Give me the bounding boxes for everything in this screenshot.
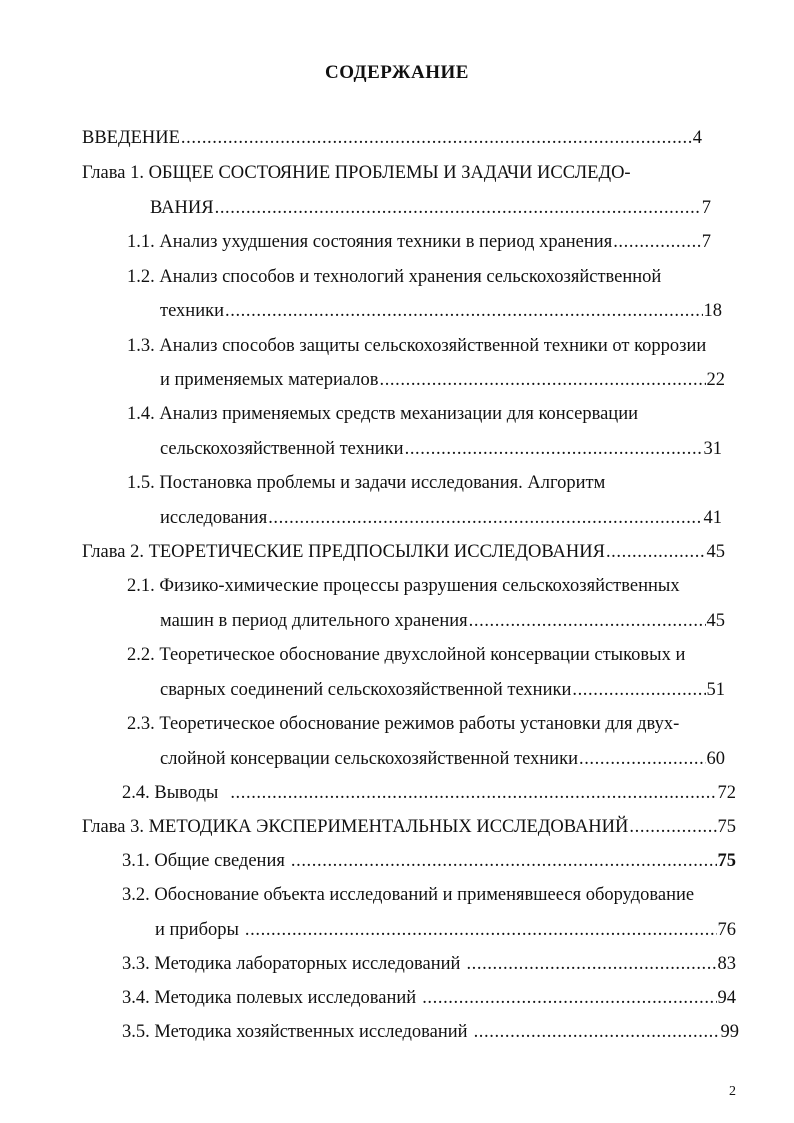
toc-section-3-4[interactable] [122,988,736,1014]
toc-entry-page: 60 [706,749,725,769]
toc-section-3-3[interactable] [122,954,736,980]
toc-entry-page: 76 [717,920,736,940]
toc-entry-label: Глава 3. МЕТОДИКА ЭКСПЕРИМЕНТАЛЬНЫХ ИССЛЕДОВАНИЙ [82,817,629,837]
toc-chapter-1-title[interactable]: Глава 1. ОБЩЕЕ СОСТОЯНИЕ ПРОБЛЕМЫ И ЗАДАЧИ ИССЛЕДО- [82,163,631,183]
toc-entry-page: 7 [701,198,711,218]
toc-section-3-1[interactable] [122,851,736,877]
toc-entry-page: 94 [717,988,736,1008]
toc-entry-label: сварных соединений сельскохозяйственной техники [160,680,572,700]
toc-chapter-2[interactable] [82,542,725,568]
toc-entry-intro[interactable] [82,128,702,154]
dot-leader [268,508,702,529]
toc-section-1-2-title[interactable]: 1.2. Анализ способов и технологий хранения сельскохозяйственной [127,267,662,287]
toc-entry-label: Глава 2. ТЕОРЕТИЧЕСКИЕ ПРЕДПОСЫЛКИ ИССЛЕДОВАНИЯ [82,542,605,562]
toc-entry-label: техники [160,301,224,321]
toc-section-3-2-title[interactable]: 3.2. Обоснование объекта исследований и применявшееся оборудование [122,885,695,905]
toc-entry-page: 72 [717,783,736,803]
toc-section-1-5-title[interactable]: 1.5. Постановка проблемы и задачи исследования. Алгоритм [127,473,606,493]
dot-leader [230,783,716,804]
toc-entry-page: 45 [706,611,725,631]
toc-section-3-5[interactable] [122,1022,739,1048]
toc-section-2-4[interactable] [122,783,736,809]
toc-entry-page: 99 [720,1022,739,1042]
toc-section-2-2-title[interactable]: 2.2. Теоретическое обоснование двухслойной консервации стыковых и [127,645,686,665]
dot-leader [469,611,706,632]
toc-section-2-2[interactable] [160,680,725,706]
toc-section-1-4[interactable] [160,439,722,465]
toc-entry-label: исследования [160,508,268,528]
toc-section-1-5[interactable] [160,508,722,534]
toc-section-1-3[interactable] [160,370,725,396]
toc-entry-label: 1.1. Анализ ухудшения состояния техники в период хранения [127,232,613,252]
toc-section-2-1-title[interactable]: 2.1. Физико-химические процессы разрушения сельскохозяйственных [127,576,680,596]
page-number: 2 [729,1084,736,1099]
toc-entry-page: 45 [706,542,725,562]
toc-entry-page: 22 [706,370,725,390]
dot-leader [474,1022,720,1043]
dot-leader [629,817,716,838]
toc-entry-label: 3.4. Методика полевых исследований [122,988,417,1008]
dot-leader [579,749,706,770]
toc-entry-page: 41 [703,508,722,528]
toc-entry-label: сельскохозяйственной техники [160,439,404,459]
dot-leader [405,439,703,460]
toc-chapter-1-continuation[interactable] [150,198,711,224]
dot-leader [466,954,716,975]
toc-entry-page: 7 [701,232,711,252]
toc-entry-label: 2.4. Выводы [122,783,219,803]
toc-entry-label: ВАНИЯ [150,198,214,218]
dot-leader [215,198,701,219]
toc-entry-label: и применяемых материалов [160,370,379,390]
toc-entry-page: 83 [717,954,736,974]
toc-entry-page: 51 [706,680,725,700]
toc-section-1-2[interactable] [160,301,722,327]
toc-entry-label: 3.3. Методика лабораторных исследований [122,954,461,974]
toc-entry-page: 75 [717,817,736,837]
dot-leader [613,232,701,253]
toc-entry-page: 18 [703,301,722,321]
dot-leader [606,542,706,563]
dot-leader [291,851,717,872]
dot-leader [379,370,705,391]
dot-leader [572,680,705,701]
dot-leader [181,128,692,149]
toc-entry-label: 3.1. Общие сведения [122,851,285,871]
toc-entry-page: 31 [703,439,722,459]
page-title: СОДЕРЖАНИЕ [325,62,469,83]
toc-entry-label: 3.5. Методика хозяйственных исследований [122,1022,468,1042]
toc-entry-label: и приборы [155,920,239,940]
toc-chapter-3[interactable] [82,817,736,843]
toc-section-2-3[interactable] [160,749,725,775]
dot-leader [245,920,717,941]
toc-section-1-1[interactable] [127,232,711,258]
toc-section-2-1[interactable] [160,611,725,637]
toc-entry-label: ВВЕДЕНИЕ [82,128,180,148]
toc-entry-page: 75 [717,851,736,871]
dot-leader [225,301,703,322]
toc-entry-label: машин в период длительного хранения [160,611,468,631]
toc-entry-page: 4 [692,128,702,148]
dot-leader [422,988,716,1009]
toc-section-1-4-title[interactable]: 1.4. Анализ применяемых средств механизации для консервации [127,404,638,424]
toc-section-2-3-title[interactable]: 2.3. Теоретическое обоснование режимов работы установки для двух- [127,714,680,734]
toc-section-3-2[interactable] [155,920,736,946]
toc-section-1-3-title[interactable]: 1.3. Анализ способов защиты сельскохозяйственной техники от коррозии [127,336,707,356]
toc-entry-label: слойной консервации сельскохозяйственной техники [160,749,578,769]
